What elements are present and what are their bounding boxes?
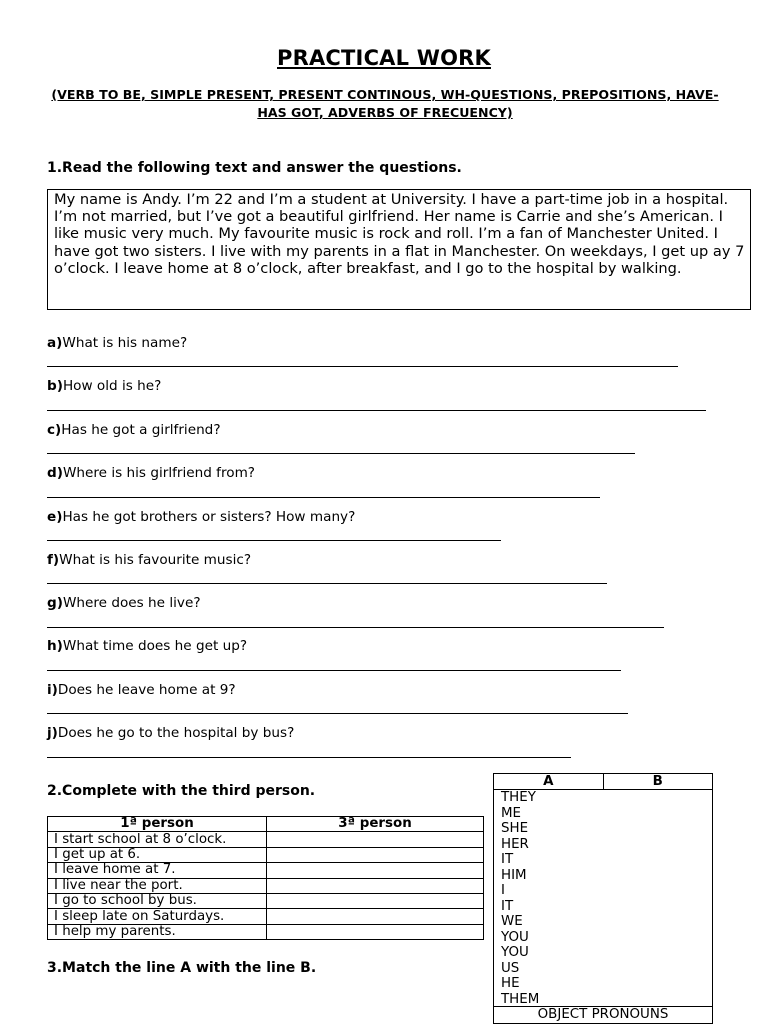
table-row (48, 832, 484, 847)
section1-heading: 1.Read the following text and answer the questions. (47, 160, 462, 176)
pronoun-item[interactable]: THEM (501, 991, 540, 1007)
first-person-cell: I sleep late on Saturdays. (48, 909, 267, 924)
answer-line-b[interactable] (47, 410, 706, 411)
answer-line-d[interactable] (47, 497, 600, 498)
question-text: Has he got brothers or sisters? How many? (62, 509, 356, 525)
question-text: What time does he get up? (62, 638, 248, 654)
answer-line-i[interactable] (47, 713, 628, 714)
third-person-answer-cell[interactable] (267, 924, 484, 939)
third-person-answer-cell[interactable] (267, 909, 484, 924)
question-text: What is his favourite music? (59, 552, 252, 568)
first-person-cell: I help my parents. (48, 924, 267, 939)
question-text: Does he leave home at 9? (57, 682, 236, 698)
question-letter: c) (47, 422, 62, 438)
third-person-answer-cell[interactable] (267, 863, 484, 878)
table-row (48, 847, 484, 862)
page-subtitle: (VERB TO BE, SIMPLE PRESENT, PRESENT CONTINOUS, WH-QUESTIONS, PREPOSITIONS, HAVE-HAS GOT, ADVERBS OF FRECUENCY) (51, 87, 719, 120)
pronoun-item[interactable]: HER (501, 836, 529, 852)
pronoun-item[interactable]: SHE (501, 821, 529, 836)
question-b (47, 378, 161, 394)
answer-line-a[interactable] (47, 366, 678, 367)
question-g (47, 595, 201, 611)
section3-heading: 3.Match the line A with the line B. (47, 960, 317, 976)
pronoun-item[interactable]: YOU (501, 945, 529, 960)
pronoun-list (494, 790, 712, 1007)
question-text: Where is his girlfriend from? (62, 465, 256, 481)
match-table-header (494, 774, 712, 790)
question-f (47, 552, 251, 568)
question-letter: b) (47, 378, 63, 394)
question-h (47, 638, 247, 654)
column-header-first-person: 1ª person (48, 817, 267, 832)
answer-line-f[interactable] (47, 583, 607, 584)
pronoun-item[interactable]: ME (501, 805, 522, 821)
table-row (48, 863, 484, 878)
table-row (48, 878, 484, 893)
pronoun-item[interactable]: HE (501, 976, 520, 991)
question-text: Has he got a girlfriend? (61, 422, 221, 438)
pronoun-item[interactable]: HIM (501, 867, 527, 883)
answer-line-j[interactable] (47, 757, 571, 758)
answer-line-e[interactable] (47, 540, 501, 541)
question-letter: i) (47, 682, 58, 698)
question-text: Does he go to the hospital by bus? (57, 725, 295, 741)
question-j (47, 725, 294, 741)
third-person-answer-cell[interactable] (267, 847, 484, 862)
third-person-answer-cell[interactable] (267, 893, 484, 908)
pronoun-item[interactable]: YOU (501, 929, 529, 945)
column-header-a: A (494, 774, 604, 789)
first-person-cell: I live near the port. (48, 878, 267, 893)
question-text: How old is he? (62, 378, 162, 394)
table-row (48, 924, 484, 939)
question-letter: h) (47, 638, 63, 654)
reading-text: My name is Andy. I’m 22 and I’m a student at University. I have a part-time job in a hospital. I’m not married, but I’ve got a beautiful girlfriend. Her name is Carrie and she’s American. I like music very much. My favourite music is rock and roll. I’m a fan of Manchester United. I have got two sisters. I live with my parents in a flat in Manchester. On weekdays, I get up ay 7 o’clock. I leave home at 8 o’clock, after breakfast, and I go to the hospital by walking. (47, 189, 751, 310)
third-person-answer-cell[interactable] (267, 878, 484, 893)
question-letter: g) (47, 595, 63, 611)
table-row (48, 909, 484, 924)
pronoun-item[interactable]: US (501, 960, 520, 976)
pronoun-item[interactable]: THEY (501, 790, 536, 805)
question-letter: j) (47, 725, 58, 741)
pronoun-item[interactable]: I (501, 883, 505, 898)
question-letter: f) (47, 552, 60, 568)
answer-line-c[interactable] (47, 453, 635, 454)
column-header-b: B (652, 774, 663, 789)
question-e (47, 509, 355, 525)
pronoun-item[interactable]: IT (501, 852, 514, 867)
section2-heading: 2.Complete with the third person. (47, 783, 316, 799)
column-header-third-person: 3ª person (267, 817, 484, 832)
third-person-answer-cell[interactable] (267, 832, 484, 847)
first-person-cell: I start school at 8 o’clock. (48, 832, 267, 847)
question-letter: a) (47, 335, 63, 351)
match-table-footer: OBJECT PRONOUNS (494, 1006, 712, 1023)
answer-line-h[interactable] (47, 670, 621, 671)
first-person-cell: I leave home at 7. (48, 863, 267, 878)
question-text: Where does he live? (62, 595, 201, 611)
page-title: PRACTICAL WORK (277, 46, 491, 70)
first-person-cell: I get up at 6. (48, 847, 267, 862)
question-c (47, 422, 221, 438)
pronoun-item[interactable]: WE (501, 914, 523, 929)
question-i (47, 682, 236, 698)
question-d (47, 465, 255, 481)
table-row (48, 893, 484, 908)
answer-line-g[interactable] (47, 627, 664, 628)
question-letter: d) (47, 465, 63, 481)
question-letter: e) (47, 509, 63, 525)
question-text: What is his name? (62, 335, 188, 351)
pronoun-item[interactable]: IT (501, 898, 514, 914)
match-table (493, 773, 713, 1024)
first-person-cell: I go to school by bus. (48, 893, 267, 908)
third-person-table (47, 816, 484, 940)
question-a (47, 335, 187, 351)
